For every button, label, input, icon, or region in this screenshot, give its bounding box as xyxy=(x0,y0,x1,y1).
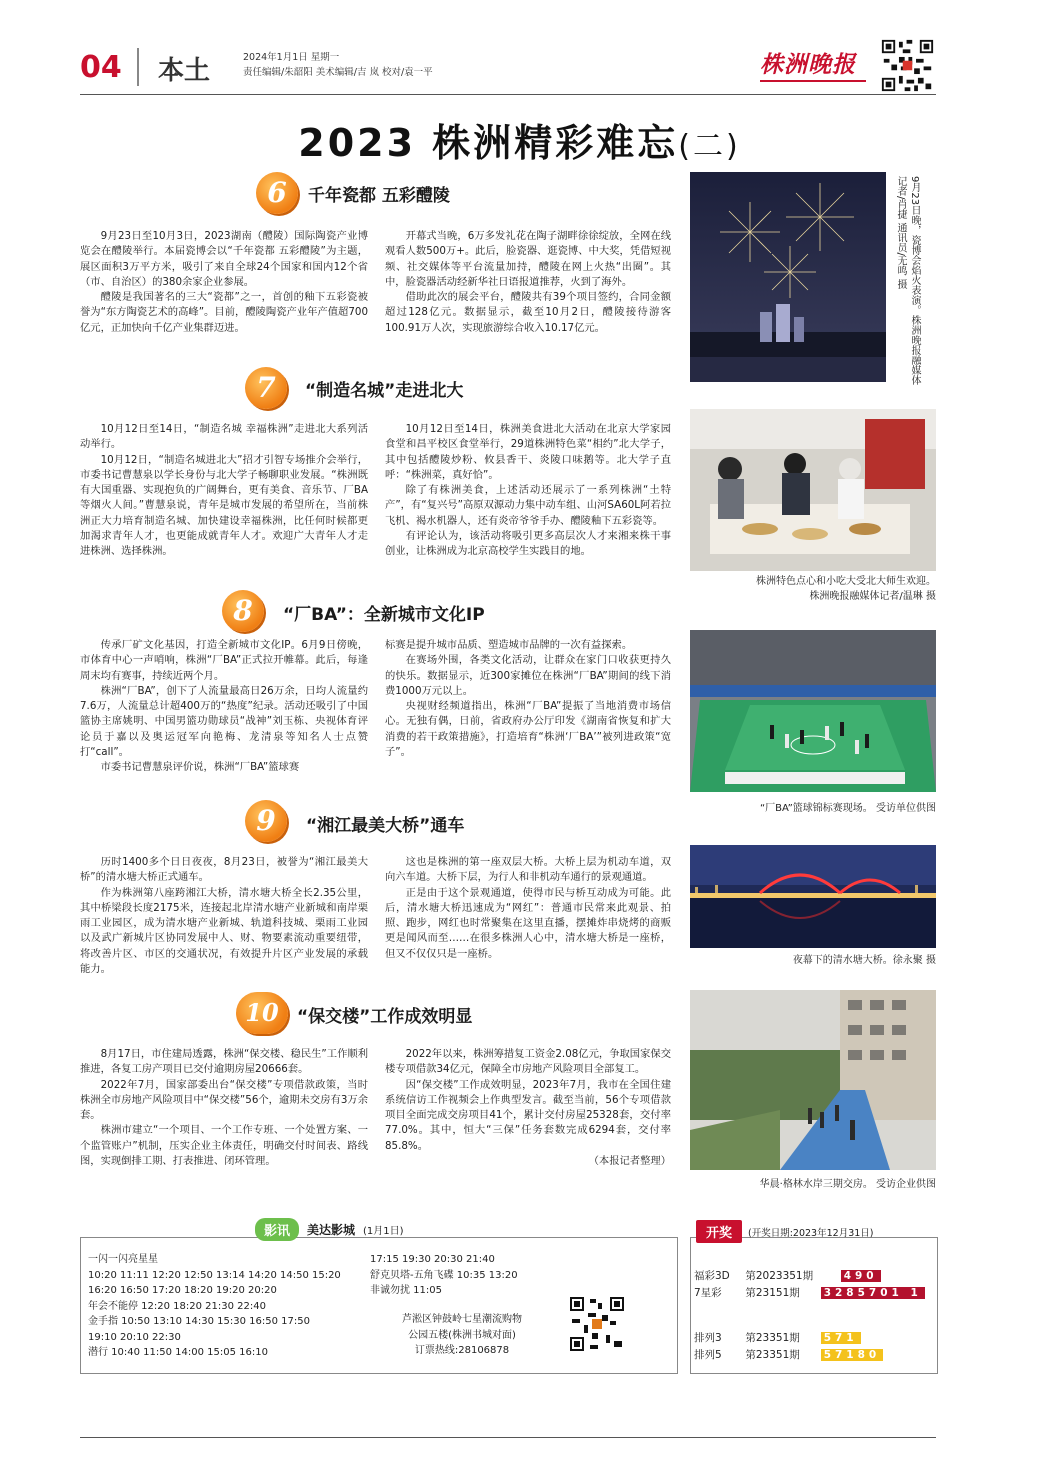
film-schedule-left xyxy=(88,1252,341,1361)
paragraph: 央视财经频道指出，株洲“厂BA”提振了当地消费市场信心。无独有偶，日前，省政府办公厅印发《湖南省恢复和扩大消费的若干政策措施》，打造培育“株洲‘厂BA’”被列进政策“宽子”。 xyxy=(385,700,671,759)
caption-text: 株洲特色点心和小吃大受北大师生欢迎。 xyxy=(756,576,936,587)
basketball-game-photo xyxy=(690,630,936,792)
section-9-headline: “湘江最美大桥”通车 xyxy=(306,816,465,836)
bridge-night-photo xyxy=(690,845,936,948)
food-event-photo xyxy=(690,409,936,571)
film-line: 年会不能停 12:20 18:20 21:30 22:40 xyxy=(88,1300,266,1312)
page-number: 04 xyxy=(80,50,122,85)
fireworks-photo xyxy=(690,172,886,382)
section-9-badge: 9 xyxy=(245,800,287,842)
paragraph: 这也是株洲的第一座双层大桥。大桥上层为机动车道，双向六车道。大桥下层，为行人和非机动车通行的景观通道。 xyxy=(385,856,671,884)
film-line: 17:15 19:30 20:30 21:40 xyxy=(370,1254,495,1265)
logo-underline xyxy=(760,80,866,82)
lottery-numbers: 490 xyxy=(841,1270,881,1282)
paragraph: 在赛场外围，各类文化活动，让群众在家门口收获更持久的快乐。数据显示，近300家摊位在株洲“厂BA”期间的线下消费1000万元以上。 xyxy=(385,654,671,697)
film-date: (1月1日) xyxy=(363,1226,404,1237)
paragraph: 作为株洲第八座跨湘江大桥，清水塘大桥全长2.35公里，其中桥梁段长度2175米，连接起北岸清水塘产业新城和南岸栗雨工业园区，成为清水塘产业新城、轨道科技城、栗雨工业园以及武广新城片区协同发展中人、财、物要素流动重要纽带，将改善片区、市区的交通状况，有效提升片区产业发展的承载能力。 xyxy=(80,886,368,976)
lottery-name: 排列3 xyxy=(694,1332,722,1344)
lottery-numbers: 57180 xyxy=(821,1349,884,1361)
section-10-col1 xyxy=(80,1047,368,1169)
paragraph: 标赛是提升城市品质、塑造城市品牌的一次有益探索。 xyxy=(385,639,633,651)
lottery-header xyxy=(696,1220,873,1243)
paragraph: 株洲“厂BA”，创下了人流量最高日26万余，日均人流量约7.6万，人流量总计超400万的“热度”纪录。活动还吸引了中国篮协主席姚明、中国男篮功勋球员“战神”刘玉栋、央视体育评论员于嘉以及奥运冠军向艳梅、龙清泉等知名人士点赞打“call”。 xyxy=(80,684,368,759)
qr-code-icon xyxy=(880,38,935,93)
paragraph: 市委书记曹慧泉评价说，株洲“厂BA”篮球赛 xyxy=(100,761,300,774)
paragraph: 2022年以来，株洲筹措复工资金2.08亿元，争取国家保交楼专项借款34亿元，保障全市房地产风险项目全部复工。 xyxy=(385,1048,671,1076)
lottery-numbers: 3285701 1 xyxy=(821,1287,925,1299)
section-7-photo-caption xyxy=(690,574,936,604)
film-line: 金手指 10:50 13:10 14:30 15:30 16:50 17:50 xyxy=(88,1316,310,1327)
date-line: 2024年1月1日 星期一 xyxy=(243,52,340,63)
section-7-headline: “制造名城”走进北大 xyxy=(305,381,464,401)
lottery-issue: 第23351期 xyxy=(745,1332,800,1344)
section-9-photo-caption: 夜幕下的清水塘大桥。徐永聚 摄 xyxy=(792,955,936,966)
lottery-name: 排列5 xyxy=(694,1349,722,1361)
film-line: 舒克贝塔-五角飞碟 10:35 13:20 xyxy=(370,1269,518,1281)
qr-code-icon xyxy=(568,1295,626,1353)
paragraph: 开幕式当晚，6万多发礼花在陶子湖畔徐徐绽放，全网在线观看人数500万+。此后，脸瓷器、逛瓷博、中大奖，凭借短视频、社交媒体等平台流量加持，醴陵在网上火热“出圈”。其中，脸瓷器活动经新华社日语报道推荐，火到了海外。 xyxy=(385,230,671,288)
paragraph: 10月12日至14日，“制造名城 幸福株洲”走进北大系列活动举行。 xyxy=(80,423,368,451)
film-schedule-right xyxy=(370,1252,518,1299)
section-10-col2 xyxy=(385,1047,671,1169)
address-line: 芦淞区钟鼓岭七星潮流购物 xyxy=(402,1314,522,1325)
section-9-col2 xyxy=(385,855,671,962)
film-line: 非诚勿扰 11:05 xyxy=(370,1285,442,1296)
section-7-badge: 7 xyxy=(245,367,287,409)
film-line: 16:20 16:50 17:20 18:20 19:20 20:20 xyxy=(88,1285,277,1296)
lottery-name: 福彩3D xyxy=(694,1270,730,1282)
paragraph: 8月17日，市住建局透露，株洲“保交楼、稳民生”工作顺利推进，各复工房产项目已交付逾期房屋20666套。 xyxy=(80,1048,368,1076)
section-7-col2 xyxy=(385,422,671,560)
film-line: 19:10 20:10 22:30 xyxy=(88,1331,181,1343)
section-6-col2 xyxy=(385,229,671,336)
page-title xyxy=(0,112,1039,167)
section-7-col1 xyxy=(80,422,368,560)
section-9-col1 xyxy=(80,855,368,977)
header-divider xyxy=(137,48,139,86)
film-line: 潜行 10:40 11:50 14:00 15:05 16:10 xyxy=(88,1347,268,1358)
lottery-badge: 开奖 xyxy=(696,1220,742,1243)
lottery-results xyxy=(694,1268,934,1362)
paragraph: 因“保交楼”工作成效明显，2023年7月，我市在全国住建系统信访工作视频会上作典型发言。截至当前，56个专项借款项目全面完成交房项目41个，累计交付房屋25328套，交付率77.0%。其中，恒大“三保”任务套数完成6294套，交付率85.8%。 xyxy=(385,1078,671,1152)
section-name: 本土 xyxy=(158,56,211,86)
section-10-photo-caption: 华晨·格林水岸三期交房。 受访企业供图 xyxy=(759,1179,936,1190)
paragraph: 10月12日至14日，株洲美食进北大活动在北京大学家园食堂和昌平校区食堂举行，29道株洲特色菜“相约”北大学子，其中包括醴陵炒粉、攸县香干、炎陵口味鹅等。北大学子直呼：“株洲菜，真好恰”。 xyxy=(385,423,671,481)
header-rule xyxy=(80,94,936,95)
paragraph: 借助此次的展会平台，醴陵共有39个项目签约，合同金额超过128亿元。数据显示，截至10月2日，醴陵接待游客100.91万人次，实现旅游综合收入10.17亿元。 xyxy=(385,291,671,334)
paragraph: 除了有株洲美食，上述活动还展示了一系列株洲“土特产”，有“复兴号”高原双源动力集中动车组、山河SA60L阿若拉飞机、褐水机器人，还有炎帝爷爷手办、醴陵釉下五彩瓷等。 xyxy=(385,484,671,527)
film-header xyxy=(255,1218,404,1241)
lottery-row xyxy=(694,1330,934,1345)
caption-credit: 株洲晚报融媒体记者/温琳 摄 xyxy=(809,591,936,602)
editor-note: （本报记者整理） xyxy=(588,1155,671,1168)
section-10-headline: “保交楼”工作成效明显 xyxy=(297,1007,473,1027)
paragraph: 醴陵是我国著名的三大“瓷都”之一，首创的釉下五彩瓷被誉为“东方陶瓷艺术的高峰”。目前，醴陵陶瓷产业年产值超700亿元，正加快向千亿产业集群迈进。 xyxy=(80,291,368,334)
lottery-issue: 第2023351期 xyxy=(745,1270,814,1282)
header-info xyxy=(243,50,433,80)
film-badge: 影讯 xyxy=(255,1218,299,1241)
paragraph: 正是由于这个景观通道，使得市民与桥互动成为可能。此后，清水塘大桥迅速成为“网红”：普通市民常来此观景、拍照、跑步，网红也时常聚集在这里直播，摆摊炸串烧烤的商贩更是闻风而至……在很多株洲人心中，清水塘大桥是一座桥，但又不仅仅只是一座桥。 xyxy=(385,886,671,960)
section-6-photo-caption: 9月23日晚，瓷博会焰火表演。株洲晚报融媒体记者/肖捷 通讯员/无鸣 摄 xyxy=(895,176,920,386)
film-line: 一闪一闪亮星星 xyxy=(88,1254,158,1265)
cinema-address xyxy=(372,1312,552,1359)
lottery-row xyxy=(694,1268,934,1283)
editors-line: 责任编辑/朱韶阳 美术编辑/吉 岚 校对/袁一平 xyxy=(243,67,433,78)
paragraph: 有评论认为，该活动将吸引更多高层次人才来湘来株干事创业，让株洲成为北京高校学生实践目的地。 xyxy=(385,530,671,558)
film-line: 10:20 11:11 12:20 12:50 13:14 14:20 14:50 15:20 xyxy=(88,1269,341,1281)
section-8-col1 xyxy=(80,638,368,776)
lottery-issue: 第23151期 xyxy=(745,1287,800,1299)
paragraph: 传承厂矿文化基因，打造全新城市文化IP。6月9日傍晚，市体育中心一声哨响，株洲“厂BA”正式拉开帷幕。此后，每逢周末均有赛事，持续近两个月。 xyxy=(80,639,368,682)
lottery-name: 7星彩 xyxy=(694,1287,722,1299)
newspaper-logo: 株洲晚报 xyxy=(760,51,856,78)
section-6-badge: 6 xyxy=(256,172,298,214)
lottery-issue: 第23351期 xyxy=(745,1349,800,1361)
lottery-numbers: 571 xyxy=(821,1332,861,1344)
title-main: 2023 株洲精彩难忘 xyxy=(298,121,679,165)
section-8-photo-caption: “厂BA”篮球锦标赛现场。 受访单位供图 xyxy=(759,803,936,814)
cinema-name: 美达影城 xyxy=(307,1223,356,1237)
lottery-date: (开奖日期:2023年12月31日) xyxy=(748,1227,874,1239)
paragraph: 2022年7月，国家部委出台“保交楼”专项借款政策，当时株洲全市房地产风险项目中“保交楼”56个，逾期未交房有3万余套。 xyxy=(80,1078,368,1122)
paragraph: 9月23日至10月3日，2023湖南（醴陵）国际陶瓷产业博览会在醴陵举行。本届瓷博会以“千年瓷都 五彩醴陵”为主题，展区面积3万平方米，吸引了来自全球24个国家和国内12个省（市、自治区）的380余家企业参展。 xyxy=(80,230,368,288)
section-6-headline: 千年瓷都 五彩醴陵 xyxy=(308,186,450,206)
paragraph: 历时1400多个日日夜夜，8月23日，被誉为“湘江最美大桥”的清水塘大桥正式通车。 xyxy=(80,856,368,884)
section-8-badge: 8 xyxy=(222,590,264,632)
section-8-headline: “厂BA”：全新城市文化IP xyxy=(283,605,485,625)
ticket-hotline: 订票热线:28106878 xyxy=(414,1345,510,1356)
lottery-row xyxy=(694,1347,934,1362)
residential-delivery-photo xyxy=(690,990,936,1170)
title-sub: (二) xyxy=(678,129,741,164)
address-line: 公园五楼(株洲书城对面) xyxy=(408,1329,516,1341)
section-6-col1 xyxy=(80,229,368,336)
paragraph: 10月12日，“制造名城进北大”招才引智专场推介会举行，市委书记曹慧泉以学长身份与北大学子畅聊职业发展。“株洲既有大国重器、实现抱负的广阔舞台，更有美食、音乐节、厂BA等烟火人间。”曹慧泉说，青年是城市发展的希望所在，当前株洲正大力培育制造名城、加快建设幸福株洲，比任何时候都更加渴求青年人才，也更能成就青年人才。欢迎广大青年人才走进株洲、选择株洲。 xyxy=(80,453,368,558)
lottery-row xyxy=(694,1285,934,1300)
section-10-badge: 10 xyxy=(236,992,288,1034)
section-8-col2 xyxy=(385,638,671,760)
footer-rule xyxy=(80,1437,936,1438)
paragraph: 株洲市建立“一个项目、一个工作专班、一个处置方案、一个监管账户”机制，压实企业主体责任，明确交付时间表、路线图，实现倒排工期、打表推进、闭环管理。 xyxy=(80,1124,368,1168)
